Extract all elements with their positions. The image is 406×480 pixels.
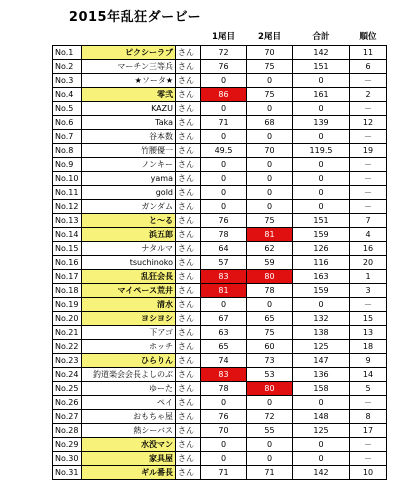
entry-name: 浜五郎	[82, 227, 176, 241]
table-row	[53, 101, 387, 115]
first-fish-size: 0	[201, 297, 247, 311]
total-size: 0	[293, 395, 350, 409]
table-row	[53, 73, 387, 87]
entry-number: No.25	[53, 381, 82, 395]
total-size: 151	[293, 59, 350, 73]
honorific: さん	[176, 381, 201, 395]
rank: －	[350, 129, 387, 143]
entry-number: No.7	[53, 129, 82, 143]
header-no	[53, 31, 82, 45]
rank: －	[350, 437, 387, 451]
total-size: 0	[293, 185, 350, 199]
first-fish-size: 83	[201, 367, 247, 381]
rank: 4	[350, 227, 387, 241]
rank: 8	[350, 409, 387, 423]
entry-name: yama	[82, 171, 176, 185]
entry-name: 水没マン	[82, 437, 176, 451]
first-fish-size: 0	[201, 395, 247, 409]
table-row	[53, 269, 387, 283]
rank: －	[350, 297, 387, 311]
entry-number: No.11	[53, 185, 82, 199]
entry-name: KAZU	[82, 101, 176, 115]
table-row	[53, 255, 387, 269]
entry-number: No.15	[53, 241, 82, 255]
honorific: さん	[176, 241, 201, 255]
table-row	[53, 185, 387, 199]
entry-name: マイペース荒井	[82, 283, 176, 297]
rank: －	[350, 395, 387, 409]
second-fish-size: 70	[247, 143, 293, 157]
rank: －	[350, 185, 387, 199]
honorific: さん	[176, 129, 201, 143]
total-size: 159	[293, 283, 350, 297]
entry-name: ホッチ	[82, 339, 176, 353]
page-title: 2015年乱狂ダービー	[68, 10, 202, 25]
header-rank: 順位	[359, 32, 377, 43]
entry-number: No.27	[53, 409, 82, 423]
table-row	[53, 241, 387, 255]
rank: 11	[350, 45, 387, 59]
first-fish-size: 70	[201, 423, 247, 437]
second-fish-size: 80	[247, 381, 293, 395]
table-row	[53, 311, 387, 325]
table-row	[53, 367, 387, 381]
table-row	[53, 199, 387, 213]
table-row	[53, 157, 387, 171]
entry-number: No.28	[53, 423, 82, 437]
honorific: さん	[176, 283, 201, 297]
first-fish-size: 76	[201, 213, 247, 227]
honorific: さん	[176, 269, 201, 283]
second-fish-size: 53	[247, 367, 293, 381]
second-fish-size: 0	[247, 437, 293, 451]
table-row	[53, 213, 387, 227]
total-size: 142	[293, 465, 350, 479]
table-row	[53, 59, 387, 73]
rank: 6	[350, 59, 387, 73]
honorific: さん	[176, 199, 201, 213]
second-fish-size: 0	[247, 157, 293, 171]
table-row	[53, 423, 387, 437]
second-fish-size: 72	[247, 409, 293, 423]
entry-name: 竹腰優一	[82, 143, 176, 157]
table-row	[53, 437, 387, 451]
total-size: 126	[293, 241, 350, 255]
honorific: さん	[176, 339, 201, 353]
rank: 18	[350, 339, 387, 353]
first-fish-size: 49.5	[201, 143, 247, 157]
entry-number: No.12	[53, 199, 82, 213]
honorific: さん	[176, 409, 201, 423]
entry-number: No.19	[53, 297, 82, 311]
total-size: 0	[293, 157, 350, 171]
rank: 15	[350, 311, 387, 325]
entry-number: No.30	[53, 451, 82, 465]
table-body	[53, 31, 387, 479]
entry-number: No.24	[53, 367, 82, 381]
honorific: さん	[176, 171, 201, 185]
rank: 19	[350, 143, 387, 157]
rank: 5	[350, 381, 387, 395]
header-name	[82, 31, 176, 45]
entry-number: No.18	[53, 283, 82, 297]
honorific: さん	[176, 311, 201, 325]
entry-number: No.1	[53, 45, 82, 59]
first-fish-size: 65	[201, 339, 247, 353]
entry-number: No.14	[53, 227, 82, 241]
total-size: 125	[293, 423, 350, 437]
second-fish-size: 0	[247, 395, 293, 409]
second-fish-size: 71	[247, 465, 293, 479]
first-fish-size: 0	[201, 185, 247, 199]
rank: 17	[350, 423, 387, 437]
header-san	[176, 31, 201, 45]
header-first-fish: 1尾目	[212, 32, 235, 43]
first-fish-size: 0	[201, 451, 247, 465]
entry-name: ガンダム	[82, 199, 176, 213]
entry-name: 零弐	[82, 87, 176, 101]
rank: 20	[350, 255, 387, 269]
table-row	[53, 283, 387, 297]
entry-name: ひらりん	[82, 353, 176, 367]
second-fish-size: 59	[247, 255, 293, 269]
entry-name: 下アゴ	[82, 325, 176, 339]
honorific: さん	[176, 157, 201, 171]
table-row	[53, 465, 387, 479]
entry-number: No.17	[53, 269, 82, 283]
first-fish-size: 0	[201, 199, 247, 213]
rank: －	[350, 171, 387, 185]
table-row	[53, 325, 387, 339]
total-size: 132	[293, 311, 350, 325]
first-fish-size: 57	[201, 255, 247, 269]
honorific: さん	[176, 297, 201, 311]
total-size: 0	[293, 437, 350, 451]
rank: 16	[350, 241, 387, 255]
rank: 14	[350, 367, 387, 381]
table-row	[53, 143, 387, 157]
entry-number: No.21	[53, 325, 82, 339]
second-fish-size: 62	[247, 241, 293, 255]
second-fish-size: 0	[247, 101, 293, 115]
total-size: 0	[293, 171, 350, 185]
table-row	[53, 227, 387, 241]
entry-number: No.3	[53, 73, 82, 87]
second-fish-size: 0	[247, 129, 293, 143]
honorific: さん	[176, 59, 201, 73]
entry-number: No.20	[53, 311, 82, 325]
rank: －	[350, 157, 387, 171]
total-size: 151	[293, 213, 350, 227]
entry-name: 釣道楽会会長よしのぶ	[82, 367, 176, 381]
rank: 9	[350, 353, 387, 367]
total-size: 142	[293, 45, 350, 59]
table-row	[53, 297, 387, 311]
honorific: さん	[176, 255, 201, 269]
total-size: 138	[293, 325, 350, 339]
table-row	[53, 129, 387, 143]
total-size: 158	[293, 381, 350, 395]
entry-number: No.10	[53, 171, 82, 185]
honorific: さん	[176, 45, 201, 59]
second-fish-size: 0	[247, 73, 293, 87]
rank: －	[350, 101, 387, 115]
rank: 3	[350, 283, 387, 297]
second-fish-size: 75	[247, 87, 293, 101]
first-fish-size: 63	[201, 325, 247, 339]
entry-name: ノンキー	[82, 157, 176, 171]
total-size: 147	[293, 353, 350, 367]
first-fish-size: 0	[201, 157, 247, 171]
rank: 13	[350, 325, 387, 339]
entry-number: No.2	[53, 59, 82, 73]
entry-name: 清水	[82, 297, 176, 311]
rank: 7	[350, 213, 387, 227]
first-fish-size: 0	[201, 101, 247, 115]
entry-number: No.22	[53, 339, 82, 353]
second-fish-size: 81	[247, 227, 293, 241]
total-size: 119.5	[293, 143, 350, 157]
entry-name: と～る	[82, 213, 176, 227]
total-size: 139	[293, 115, 350, 129]
total-size: 163	[293, 269, 350, 283]
rank: －	[350, 199, 387, 213]
total-size: 0	[293, 451, 350, 465]
entry-name: ペイ	[82, 395, 176, 409]
first-fish-size: 78	[201, 227, 247, 241]
second-fish-size: 73	[247, 353, 293, 367]
second-fish-size: 0	[247, 297, 293, 311]
entry-number: No.9	[53, 157, 82, 171]
derby-results-table	[52, 31, 387, 480]
entry-name: gold	[82, 185, 176, 199]
first-fish-size: 0	[201, 171, 247, 185]
first-fish-size: 81	[201, 283, 247, 297]
rank: 2	[350, 87, 387, 101]
entry-name: マーチン三等兵	[82, 59, 176, 73]
honorific: さん	[176, 227, 201, 241]
entry-number: No.6	[53, 115, 82, 129]
rank: 10	[350, 465, 387, 479]
table-row	[53, 353, 387, 367]
entry-name: ゆーた	[82, 381, 176, 395]
first-fish-size: 83	[201, 269, 247, 283]
total-size: 148	[293, 409, 350, 423]
total-size: 159	[293, 227, 350, 241]
first-fish-size: 78	[201, 381, 247, 395]
entry-name: ギル番長	[82, 465, 176, 479]
first-fish-size: 0	[201, 73, 247, 87]
table-row	[53, 115, 387, 129]
second-fish-size: 65	[247, 311, 293, 325]
total-size: 0	[293, 199, 350, 213]
honorific: さん	[176, 395, 201, 409]
entry-number: No.16	[53, 255, 82, 269]
table-row	[53, 171, 387, 185]
honorific: さん	[176, 367, 201, 381]
second-fish-size: 55	[247, 423, 293, 437]
table-row	[53, 381, 387, 395]
second-fish-size: 0	[247, 199, 293, 213]
rank: －	[350, 451, 387, 465]
total-size: 0	[293, 101, 350, 115]
entry-name: tsuchinoko	[82, 255, 176, 269]
entry-name: 乱狂会長	[82, 269, 176, 283]
total-size: 125	[293, 339, 350, 353]
second-fish-size: 0	[247, 171, 293, 185]
table-row	[53, 409, 387, 423]
rank: －	[350, 73, 387, 87]
first-fish-size: 67	[201, 311, 247, 325]
entry-number: No.31	[53, 465, 82, 479]
total-size: 136	[293, 367, 350, 381]
second-fish-size: 80	[247, 269, 293, 283]
honorific: さん	[176, 87, 201, 101]
entry-name: おもちゃ屋	[82, 409, 176, 423]
entry-number: No.4	[53, 87, 82, 101]
entry-number: No.8	[53, 143, 82, 157]
first-fish-size: 86	[201, 87, 247, 101]
entry-name: ナタルマ	[82, 241, 176, 255]
table-row	[53, 339, 387, 353]
first-fish-size: 0	[201, 437, 247, 451]
second-fish-size: 60	[247, 339, 293, 353]
entry-name: 家具屋	[82, 451, 176, 465]
entry-number: No.29	[53, 437, 82, 451]
entry-name: 谷本数	[82, 129, 176, 143]
honorific: さん	[176, 353, 201, 367]
entry-number: No.26	[53, 395, 82, 409]
honorific: さん	[176, 73, 201, 87]
total-size: 0	[293, 297, 350, 311]
entry-name: ★ソータ★	[82, 73, 176, 87]
second-fish-size: 68	[247, 115, 293, 129]
table-header-row	[53, 31, 387, 45]
first-fish-size: 71	[201, 465, 247, 479]
first-fish-size: 71	[201, 115, 247, 129]
entry-number: No.13	[53, 213, 82, 227]
rank: 12	[350, 115, 387, 129]
total-size: 161	[293, 87, 350, 101]
second-fish-size: 0	[247, 451, 293, 465]
rank: 1	[350, 269, 387, 283]
entry-name: Taka	[82, 115, 176, 129]
honorific: さん	[176, 451, 201, 465]
honorific: さん	[176, 213, 201, 227]
first-fish-size: 0	[201, 129, 247, 143]
honorific: さん	[176, 115, 201, 129]
total-size: 0	[293, 129, 350, 143]
honorific: さん	[176, 101, 201, 115]
table-row	[53, 87, 387, 101]
honorific: さん	[176, 325, 201, 339]
header-total: 合計	[312, 32, 330, 43]
entry-name: 熱シーバス	[82, 423, 176, 437]
first-fish-size: 72	[201, 45, 247, 59]
entry-name: ヨシヨシ	[82, 311, 176, 325]
honorific: さん	[176, 437, 201, 451]
entry-number: No.5	[53, 101, 82, 115]
honorific: さん	[176, 185, 201, 199]
entry-name: ピクシーラブ	[82, 45, 176, 59]
honorific: さん	[176, 465, 201, 479]
second-fish-size: 78	[247, 283, 293, 297]
second-fish-size: 75	[247, 59, 293, 73]
first-fish-size: 74	[201, 353, 247, 367]
honorific: さん	[176, 423, 201, 437]
first-fish-size: 76	[201, 59, 247, 73]
total-size: 0	[293, 73, 350, 87]
first-fish-size: 76	[201, 409, 247, 423]
first-fish-size: 64	[201, 241, 247, 255]
second-fish-size: 70	[247, 45, 293, 59]
honorific: さん	[176, 143, 201, 157]
header-second-fish: 2尾目	[258, 32, 281, 43]
table-row	[53, 45, 387, 59]
second-fish-size: 75	[247, 325, 293, 339]
total-size: 116	[293, 255, 350, 269]
table-row	[53, 395, 387, 409]
second-fish-size: 75	[247, 213, 293, 227]
second-fish-size: 0	[247, 185, 293, 199]
entry-number: No.23	[53, 353, 82, 367]
table-row	[53, 451, 387, 465]
